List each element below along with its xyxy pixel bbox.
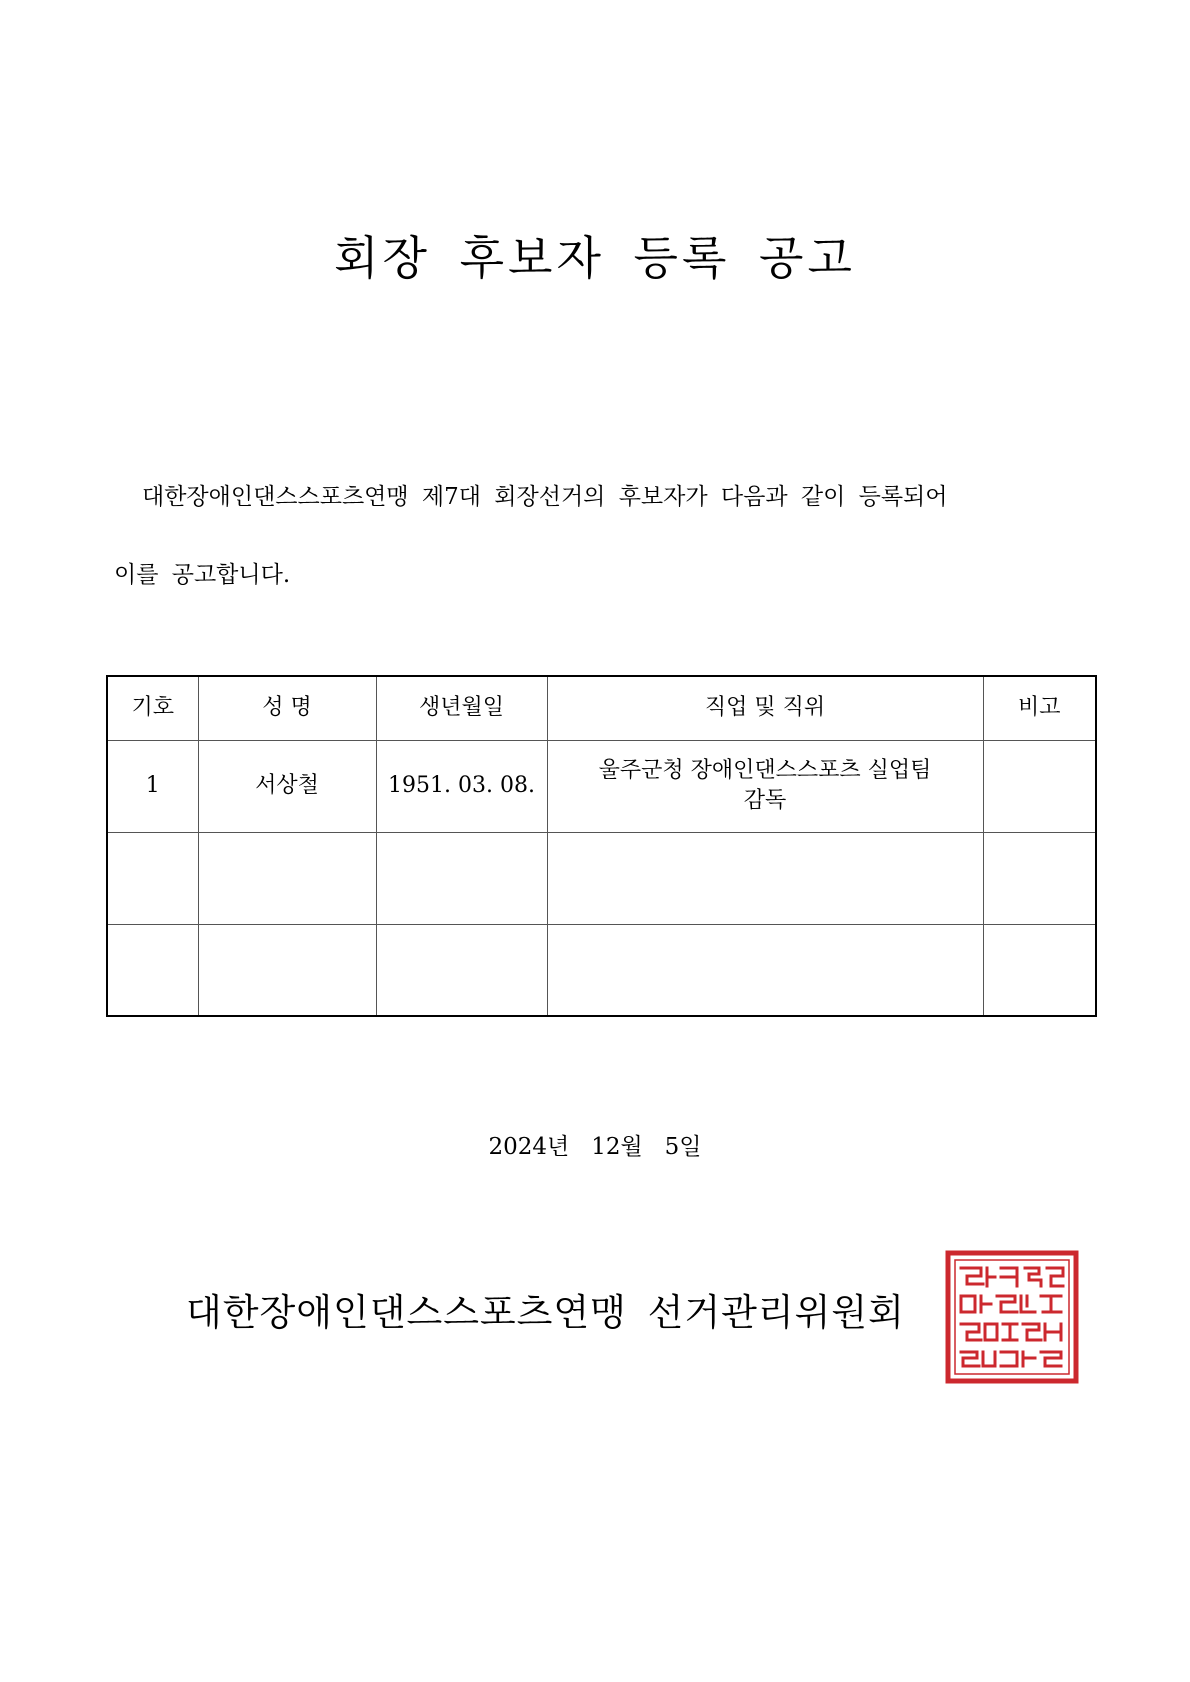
candidate-table xyxy=(106,675,1097,1017)
cell-remarks xyxy=(983,924,1096,1016)
cell-birthdate xyxy=(376,832,547,924)
cell-number: 1 xyxy=(107,740,198,832)
page-title: 회장 후보자 등록 공고 xyxy=(334,231,856,285)
table-header-row xyxy=(107,676,1096,740)
table-row xyxy=(107,924,1096,1016)
cell-remarks xyxy=(983,832,1096,924)
cell-occupation xyxy=(547,832,983,924)
cell-birthdate: 1951. 03. 08. xyxy=(376,740,547,832)
header-birthdate: 생년월일 xyxy=(376,676,547,740)
notice-body xyxy=(114,458,1074,614)
header-number: 기호 xyxy=(107,676,198,740)
notice-line-2: 이를 공고합니다. xyxy=(114,562,291,588)
header-occupation: 직업 및 직위 xyxy=(547,676,983,740)
header-name: 성 명 xyxy=(198,676,376,740)
cell-name xyxy=(198,832,376,924)
cell-occupation xyxy=(547,740,983,832)
notice-line-1: 대한장애인댄스스포츠연맹 제7대 회장선거의 후보자가 다음과 같이 등록되어 xyxy=(142,484,948,510)
cell-occupation xyxy=(547,924,983,1016)
cell-remarks xyxy=(983,740,1096,832)
notice-date: 2024년 12월 5일 xyxy=(488,1134,702,1160)
cell-name: 서상철 xyxy=(198,740,376,832)
header-remarks: 비고 xyxy=(983,676,1096,740)
table-row xyxy=(107,832,1096,924)
occupation-line-1: 울주군청 장애인댄스스포츠 실업팀 xyxy=(598,758,932,783)
cell-name xyxy=(198,924,376,1016)
organization-name: 대한장애인댄스스포츠연맹 선거관리위원회 xyxy=(186,1291,905,1334)
table-row xyxy=(107,740,1096,832)
cell-number xyxy=(107,832,198,924)
cell-number xyxy=(107,924,198,1016)
official-seal-icon xyxy=(945,1250,1079,1384)
cell-birthdate xyxy=(376,924,547,1016)
occupation-line-2: 감독 xyxy=(743,788,787,813)
